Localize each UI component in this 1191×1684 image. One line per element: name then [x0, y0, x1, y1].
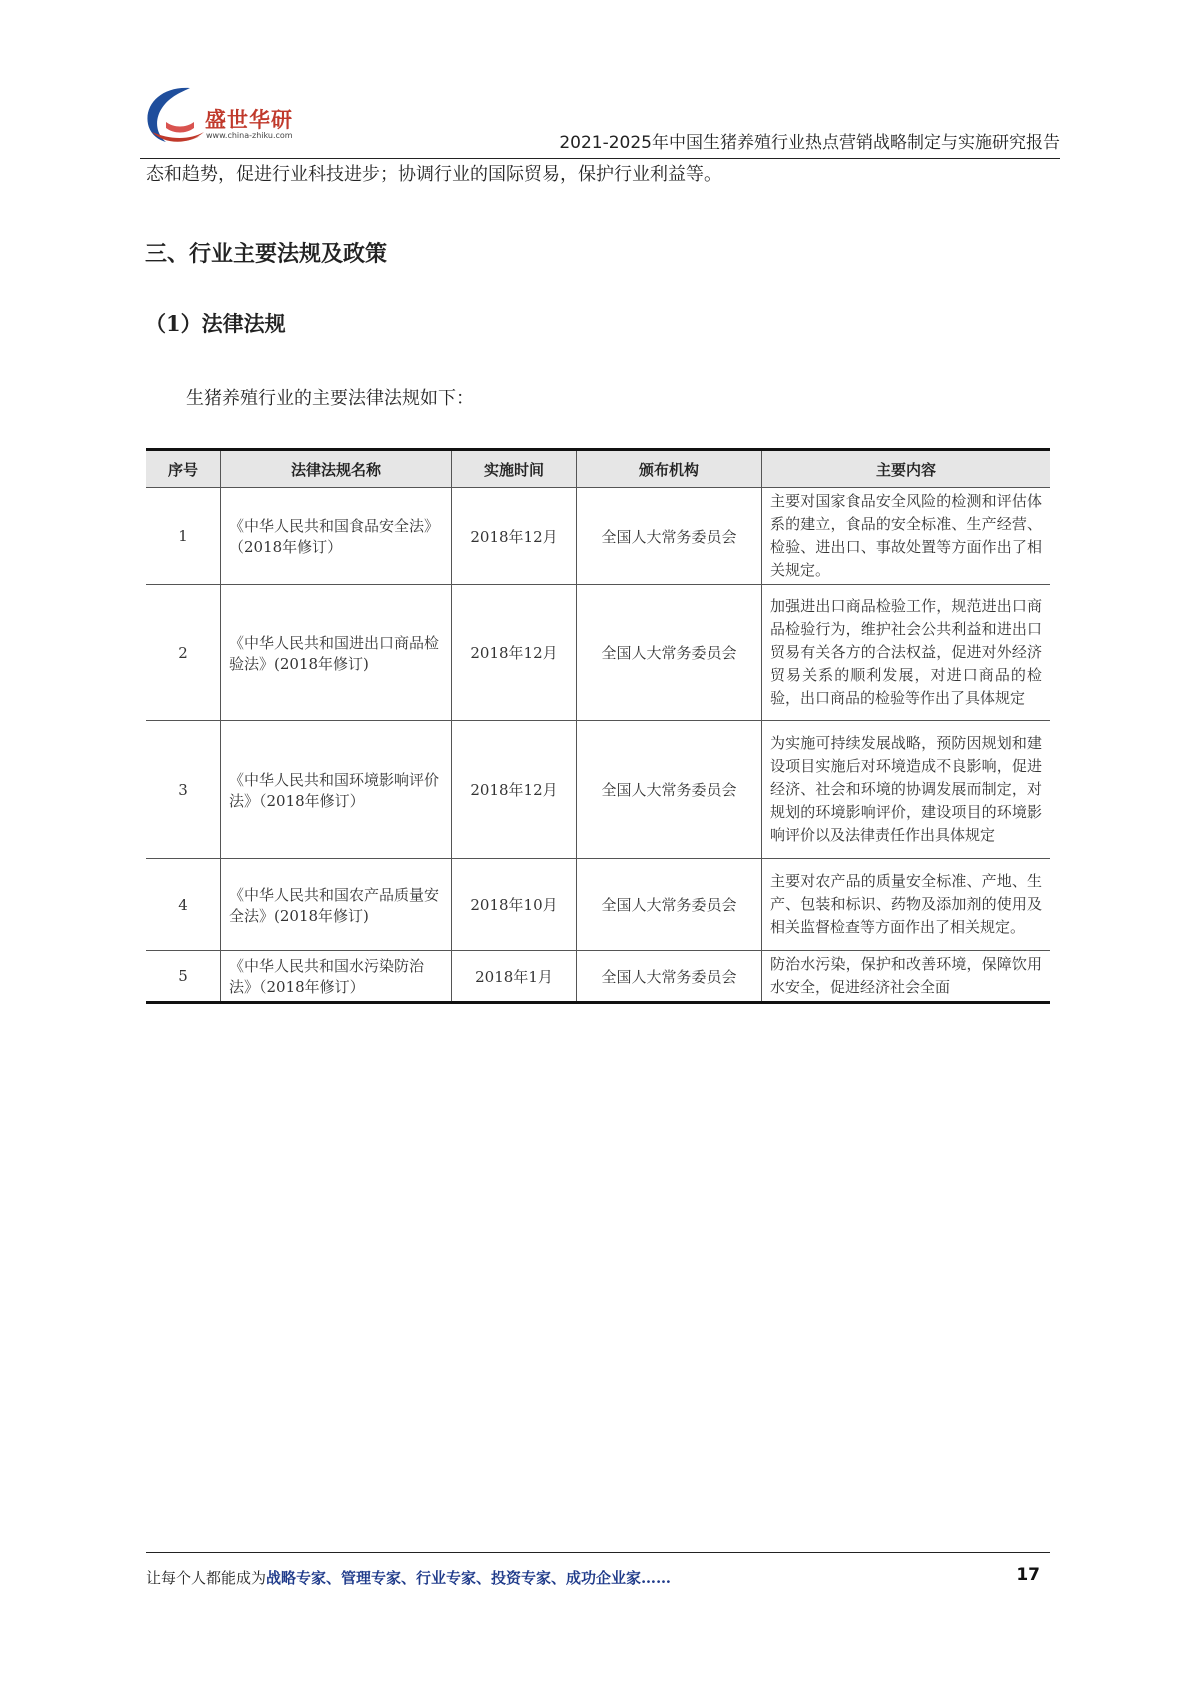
slogan-prefix: 让每个人都能成为	[146, 1569, 267, 1587]
effective-date: 2018年1月	[452, 951, 577, 1003]
law-name: 《中华人民共和国环境影响评价法》（2018年修订）	[221, 721, 452, 859]
header-cell-no: 序号	[146, 450, 221, 488]
row-number: 2	[146, 585, 221, 721]
continuation-paragraph: 态和趋势，促进行业科技进步；协调行业的国际贸易，保护行业利益等。	[146, 164, 722, 185]
logo-swoosh-icon	[140, 82, 210, 152]
law-name: 《中华人民共和国农产品质量安全法》(2018年修订)	[221, 859, 452, 951]
row-number: 4	[146, 859, 221, 951]
table-row	[146, 585, 1050, 721]
issuing-body: 全国人大常务委员会	[577, 585, 762, 721]
effective-date: 2018年10月	[452, 859, 577, 951]
row-number: 5	[146, 951, 221, 1003]
header-cell-content: 主要内容	[762, 450, 1051, 488]
section-heading: 三、行业主要法规及政策	[145, 241, 388, 267]
table-header-row	[146, 450, 1050, 488]
effective-date: 2018年12月	[452, 721, 577, 859]
law-name: 《中华人民共和国水污染防治法》（2018年修订）	[221, 951, 452, 1003]
logo-name: 盛世华研	[205, 108, 293, 132]
law-name: 《中华人民共和国进出口商品检验法》(2018年修订)	[221, 585, 452, 721]
report-title: 2021-2025年中国生猪养殖行业热点营销战略制定与实施研究报告	[559, 133, 1060, 153]
row-number: 1	[146, 488, 221, 585]
table-row	[146, 488, 1050, 585]
issuing-body: 全国人大常务委员会	[577, 859, 762, 951]
page-footer	[146, 1552, 1050, 1593]
table-row	[146, 721, 1050, 859]
page-header	[140, 82, 1060, 159]
logo-url: www.china-zhiku.com	[206, 131, 293, 140]
law-content: 主要对国家食品安全风险的检测和评估体系的建立，食品的安全标准、生产经营、检验、进出口、事故处置等方面作出了相关规定。	[762, 488, 1051, 585]
row-number: 3	[146, 721, 221, 859]
effective-date: 2018年12月	[452, 585, 577, 721]
header-cell-org: 颁布机构	[577, 450, 762, 488]
slogan-emphasis: 战略专家、管理专家、行业专家、投资专家、成功企业家……	[266, 1569, 672, 1587]
laws-table	[146, 448, 1050, 1004]
header-cell-date: 实施时间	[452, 450, 577, 488]
table-row	[146, 859, 1050, 951]
effective-date: 2018年12月	[452, 488, 577, 585]
law-content-text: 防治水污染，保护和改善环境，保障饮用水安全，促进经济社会全面	[770, 955, 1042, 996]
company-logo	[140, 82, 310, 152]
intro-paragraph: 生猪养殖行业的主要法律法规如下：	[186, 388, 474, 409]
issuing-body: 全国人大常务委员会	[577, 951, 762, 1003]
table-row	[146, 951, 1050, 1003]
subsection-heading: （1）法律法规	[145, 311, 286, 336]
header-cell-name: 法律法规名称	[221, 450, 452, 488]
issuing-body: 全国人大常务委员会	[577, 488, 762, 585]
law-name: 《中华人民共和国食品安全法》（2018年修订）	[221, 488, 452, 585]
page-number: 17	[1016, 1565, 1040, 1585]
footer-slogan	[146, 1567, 671, 1588]
law-content: 加强进出口商品检验工作，规范进出口商品检验行为，维护社会公共利益和进出口贸易有关各方的合法权益，促进对外经济贸易关系的顺利发展，对进口商品的检验，出口商品的检验等作出了具体规定	[762, 585, 1051, 721]
law-content: 主要对农产品的质量安全标准、产地、生产、包装和标识、药物及添加剂的使用及相关监督检查等方面作出了相关规定。	[762, 859, 1051, 951]
issuing-body: 全国人大常务委员会	[577, 721, 762, 859]
law-content	[762, 951, 1051, 1003]
law-content: 为实施可持续发展战略，预防因规划和建设项目实施后对环境造成不良影响，促进经济、社会和环境的协调发展而制定，对规划的环境影响评价，建设项目的环境影响评价以及法律责任作出具体规定	[762, 721, 1051, 859]
